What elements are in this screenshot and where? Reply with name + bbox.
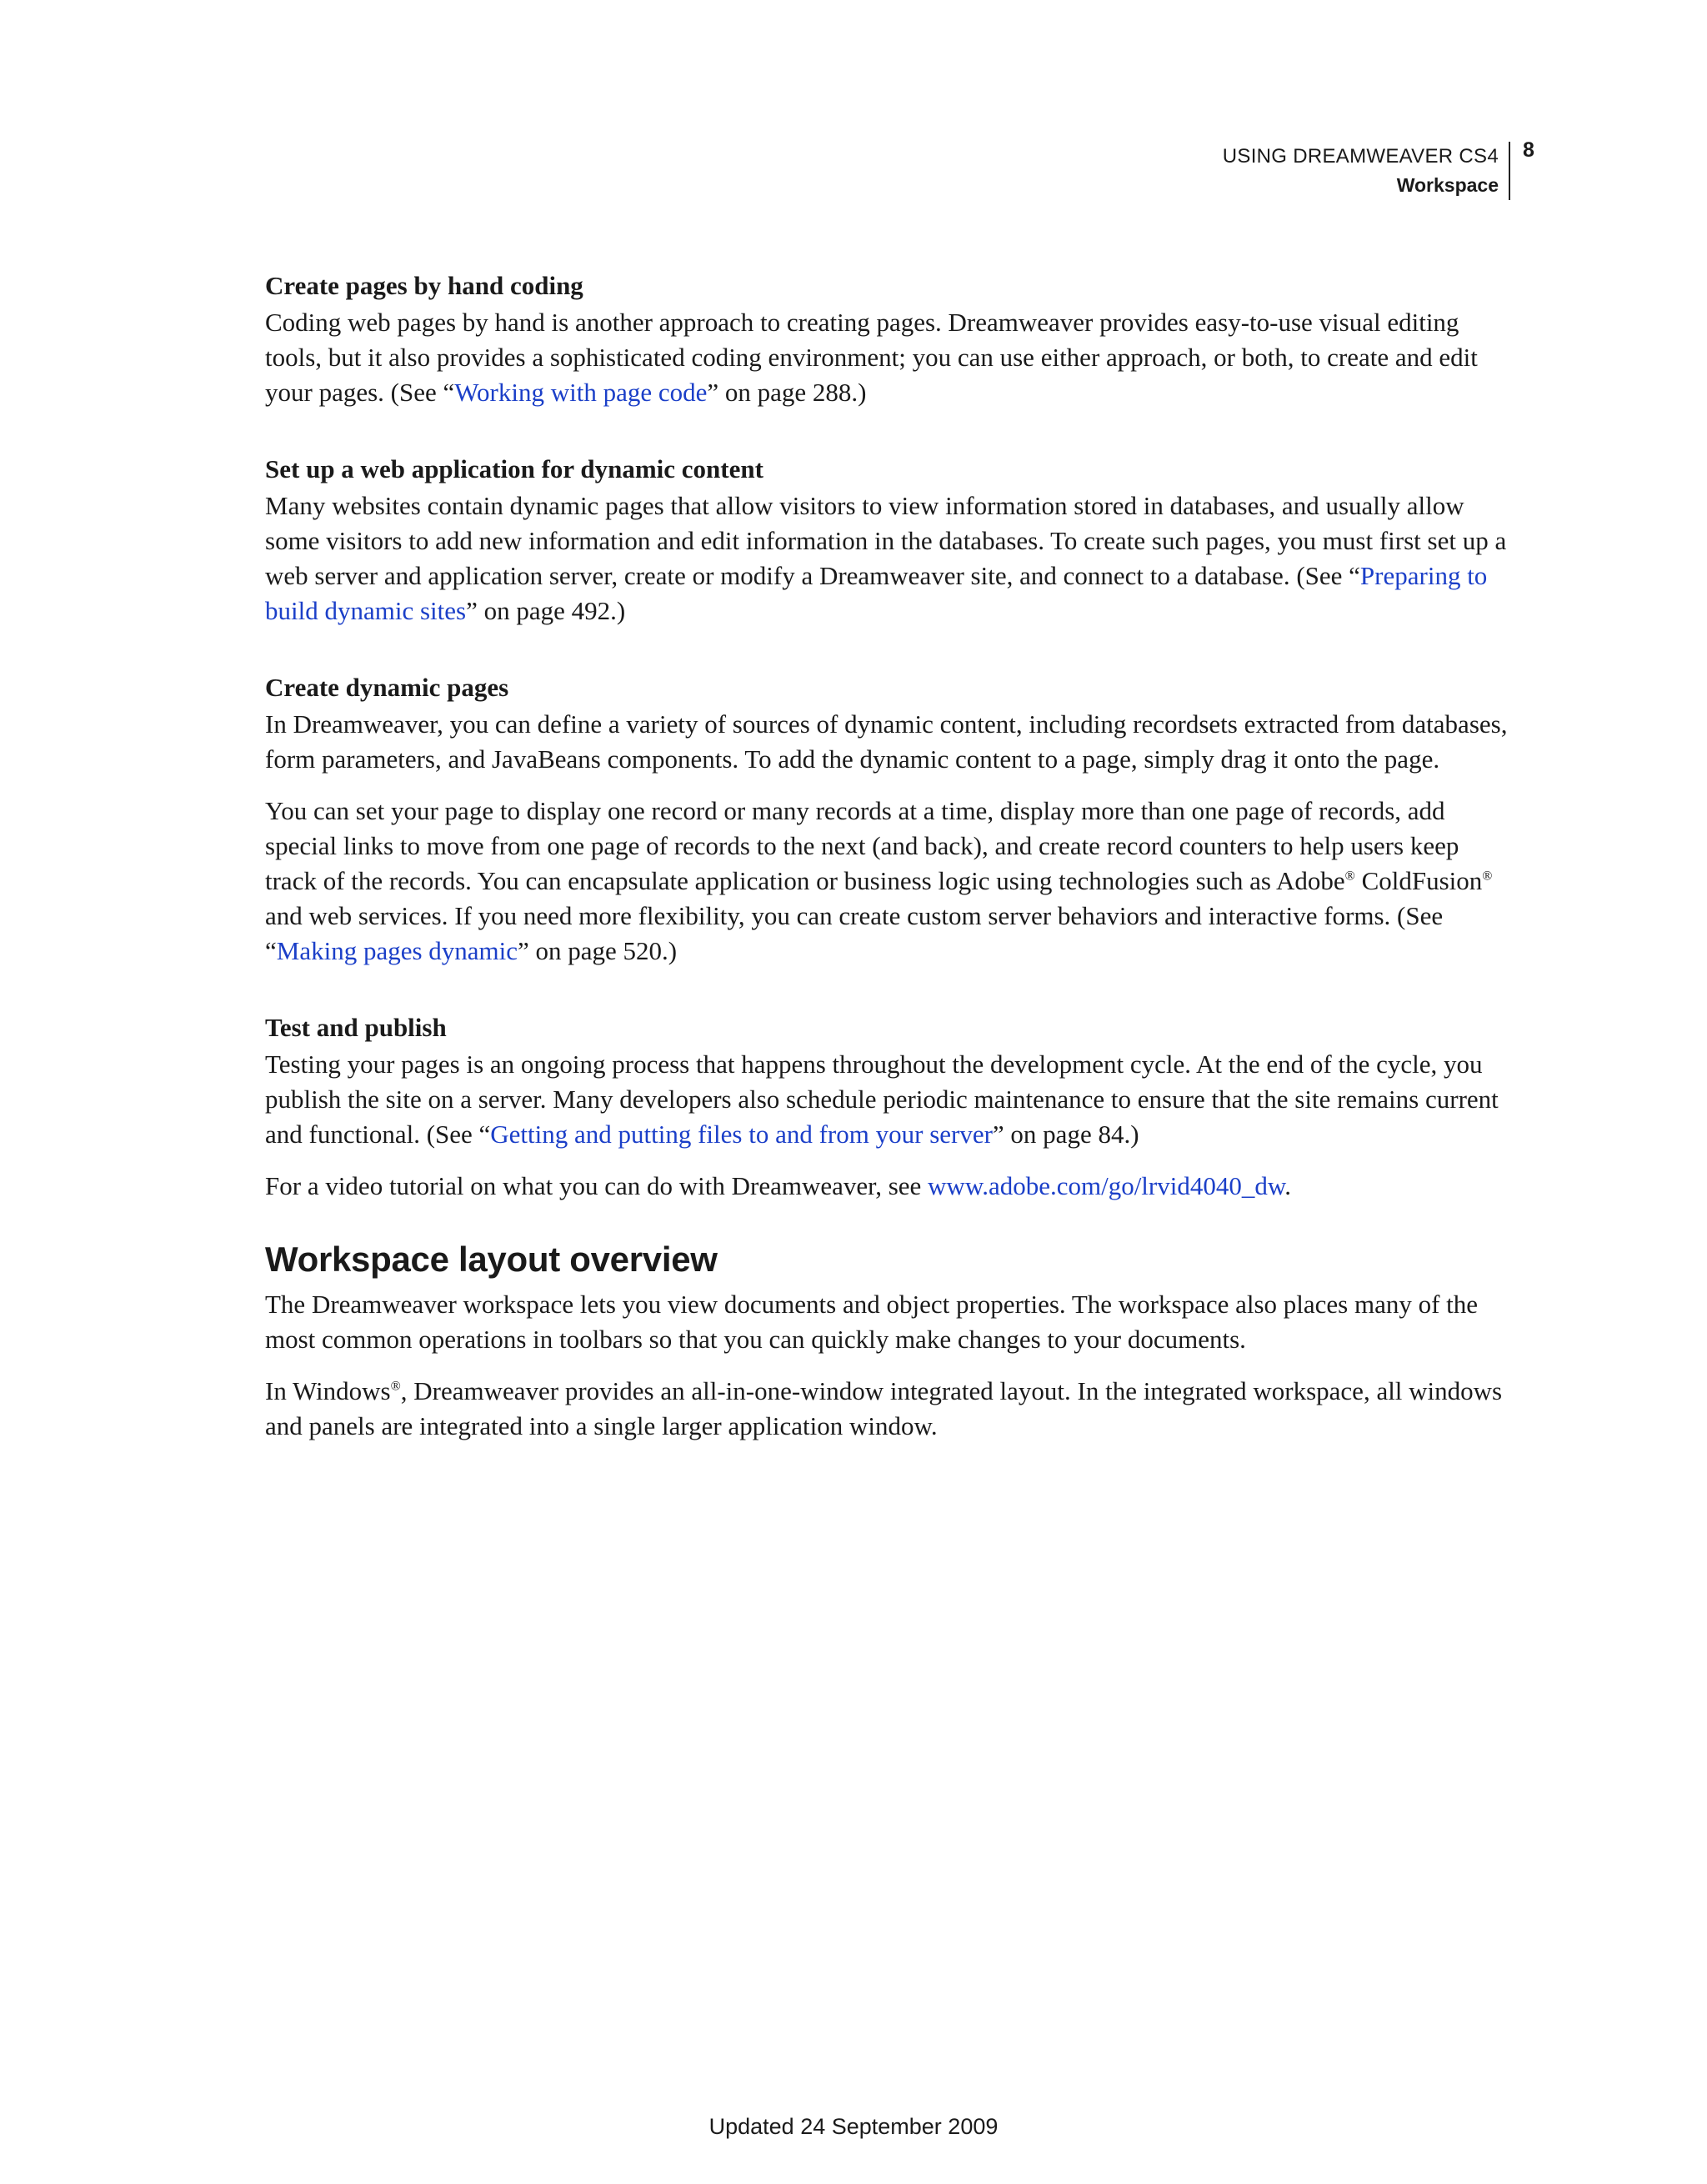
link-working-with-page-code[interactable]: Working with page code xyxy=(454,378,708,407)
section-hand-coding xyxy=(265,267,1515,410)
section-heading: Create pages by hand coding xyxy=(265,271,583,300)
section-heading: Create dynamic pages xyxy=(265,673,509,702)
section-test-publish xyxy=(265,1009,1515,1152)
video-tutorial-paragraph: For a video tutorial on what you can do with Dreamweaver, see www.adobe.com/go/lrvid4040_dw. xyxy=(265,1171,1291,1200)
section-heading: Test and publish xyxy=(265,1013,447,1042)
chapter-title: Workspace xyxy=(1396,174,1499,196)
book-title: USING DREAMWEAVER CS4 xyxy=(1222,145,1499,168)
link-preparing-dynamic-sites[interactable]: Preparing to build dynamic sites xyxy=(265,561,1488,625)
section-dynamic-pages xyxy=(265,669,1515,969)
paragraph: You can set your page to display one record or many records at a time, display more than one page of records, add special links to move from one page of records to the next (and back), and create record counters to help users keep track of the records. You can encapsulate application or business logic using technologies such as Adobe® ColdFusion® and web services. If you need more flexibility, you can create custom server behaviors and interactive forms. (See “Making pages dynamic” on page 520.) xyxy=(265,796,1493,965)
paragraph: In Windows®, Dreamweaver provides an all-in-one-window integrated layout. In the integrated workspace, all windows and panels are integrated into a single larger application window. xyxy=(265,1376,1503,1440)
link-video-tutorial[interactable]: www.adobe.com/go/lrvid4040_dw xyxy=(928,1171,1285,1200)
footer-updated-date: Updated 24 September 2009 xyxy=(708,2114,999,2139)
workspace-heading: Workspace layout overview xyxy=(265,1240,718,1279)
page-number: 8 xyxy=(1523,138,1534,162)
paragraph: Many websites contain dynamic pages that allow visitors to view information stored in databases, and usually allow some visitors to add new information and edit information in the databases. To create such pages, you must first set up a web server and application server, create or modify a Dreamweaver site, and connect to a database. (See “Preparing to build dynamic sites” on page 492.) xyxy=(265,491,1507,625)
main-content xyxy=(265,267,1515,1460)
section-heading: Set up a web application for dynamic content xyxy=(265,454,763,483)
registered-mark: ® xyxy=(1482,869,1493,884)
paragraph: Testing your pages is an ongoing process that happens throughout the development cycle. At the end of the cycle, you publish the site on a server. Many developers also schedule periodic maintenance to ensure that the site remains current and functional. (See “Getting and putting files to and from your server” on page 84.) xyxy=(265,1049,1499,1149)
section-web-application xyxy=(265,450,1515,629)
registered-mark: ® xyxy=(390,1379,401,1394)
running-header xyxy=(1223,142,1510,200)
paragraph: Coding web pages by hand is another approach to creating pages. Dreamweaver provides easy-to-use visual editing tools, but it also provides a sophisticated coding environment; you can use either approach, or both, to create and edit your pages. (See “Working with page code” on page 288.) xyxy=(265,308,1478,407)
paragraph: In Dreamweaver, you can define a variety of sources of dynamic content, including recordsets extracted from databases, form parameters, and JavaBeans components. To add the dynamic content to a page, simply drag it onto the page. xyxy=(265,709,1508,774)
link-making-pages-dynamic[interactable]: Making pages dynamic xyxy=(276,936,518,965)
link-getting-putting-files[interactable]: Getting and putting files to and from your server xyxy=(490,1120,993,1149)
registered-mark: ® xyxy=(1344,869,1355,884)
paragraph: The Dreamweaver workspace lets you view documents and object properties. The workspace also places many of the most common operations in toolbars so that you can quickly make changes to your documents. xyxy=(265,1290,1479,1354)
